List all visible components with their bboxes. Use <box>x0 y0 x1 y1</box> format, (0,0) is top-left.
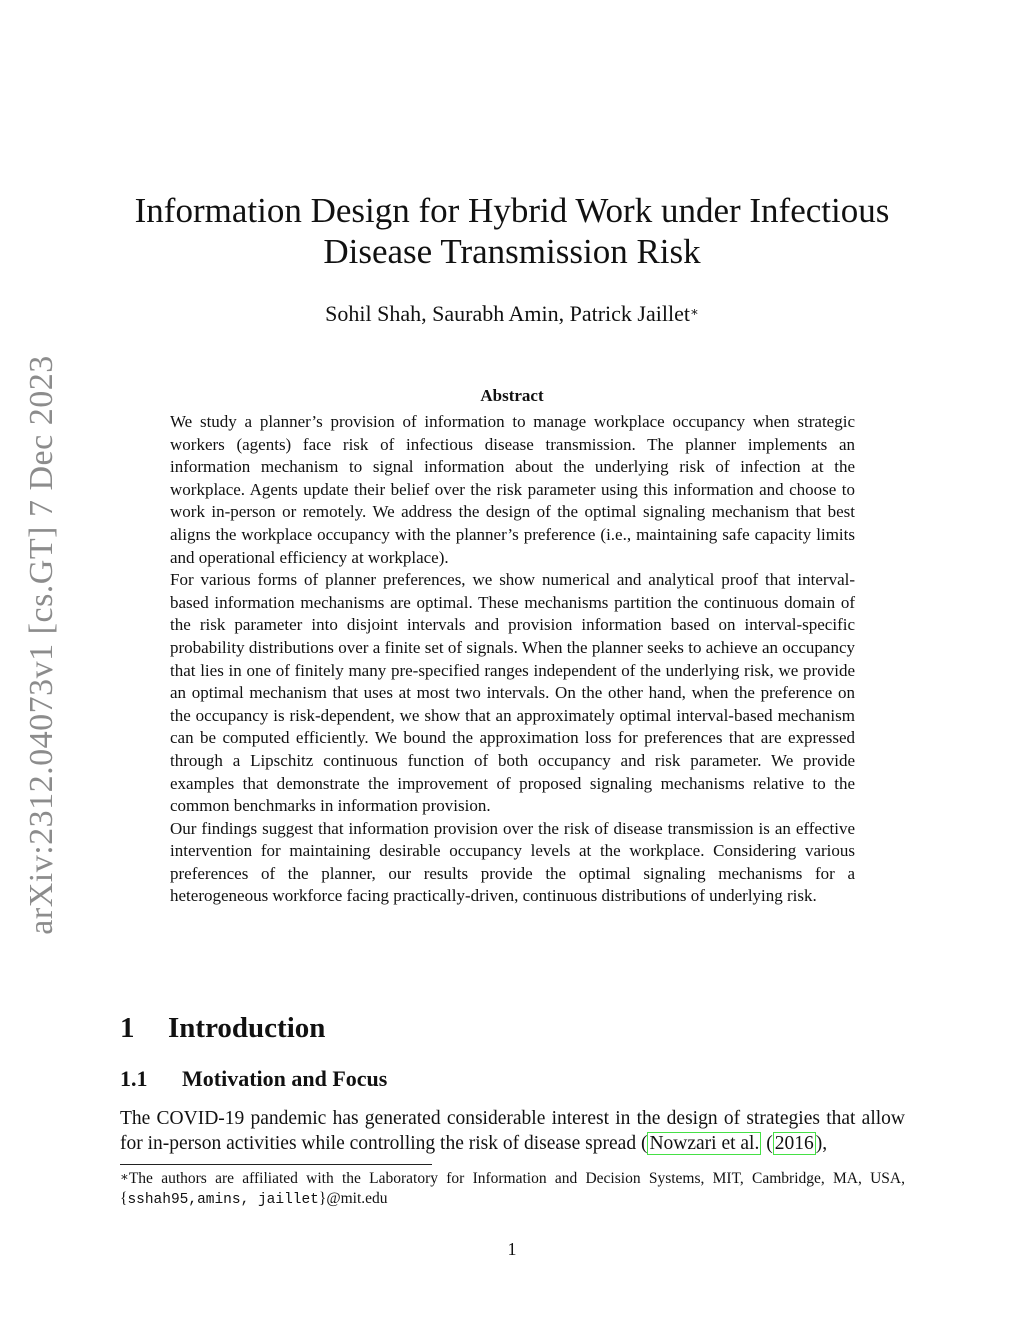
abstract-heading: Abstract <box>480 386 544 405</box>
author-footnote-marker[interactable]: ∗ <box>689 304 699 319</box>
subsection-title: Motivation and Focus <box>182 1066 388 1091</box>
section-number: 1 <box>120 1012 135 1044</box>
abstract-body <box>170 411 855 908</box>
citation-link-year[interactable]: 2016 <box>774 1133 814 1154</box>
footnote-marker: ∗ <box>120 1169 129 1184</box>
footnote-divider <box>120 1164 432 1165</box>
abstract-paragraph: Our findings suggest that information provision over the risk of disease transmission is an effective intervention for maintaining desirable occupancy levels at the workplace. Considering various preferences of the planner, our results provide the optimal signaling mechanisms for a heterogeneous workforce facing practically-driven, continuous distributions of underlying risk. <box>170 818 855 906</box>
citation-link-author[interactable]: Nowzari et al. <box>649 1133 760 1154</box>
arxiv-identifier-text: arXiv:2312.04073v1 [cs.GT] 7 Dec 2023 <box>23 355 60 935</box>
abstract-paragraph: For various forms of planner preferences, we show numerical and analytical proof that interval-based information mechanisms are optimal. These mechanisms partition the continuous domain of the risk parameter into disjoint intervals and provision information based on interval-specific probability distributions over a finite set of signals. When the planner seeks to achieve an occupancy that lies in one of finitely many pre-specified ranges independent of the underlying risk, we provide an optimal mechanism that uses at most two intervals. On the other hand, when the preference on the occupancy is risk-dependent, we show that an approximately optimal interval-based mechanism can be computed efficiently. We bound the approximation loss for preferences that are expressed through a Lipschitz continuous function of both occupancy and risk parameter. We provide examples that demonstrate the improvement of proposed signaling mechanisms relative to the common benchmarks in information provision. <box>170 570 855 816</box>
paper-title: Information Design for Hybrid Work under Infectious Disease Transmission Risk <box>134 191 890 271</box>
page-number: 1 <box>507 1239 517 1259</box>
footnote-emails: sshah95,amins, jaillet <box>127 1192 319 1208</box>
subsection-heading-motivation <box>120 1065 387 1093</box>
footnote-text: The authors are affiliated with the Laboratory for Information and Decision Systems, MIT, Cambridge, MA, USA, { <box>120 1170 905 1207</box>
body-text-trail: ), <box>815 1133 828 1154</box>
author-affiliation-footnote <box>120 1169 905 1210</box>
introduction-paragraph: The COVID-19 pandemic has generated considerable interest in the design of strategies that allow for in-person activities while controlling the risk of disease spread ( Nowzari et al. ( 2016 ), <box>120 1108 905 1154</box>
section-heading-introduction <box>120 1010 325 1046</box>
subsection-number: 1.1 <box>120 1066 148 1091</box>
author-names: Sohil Shah, Saurabh Amin, Patrick Jaillet <box>325 301 690 326</box>
section-title: Introduction <box>168 1012 326 1044</box>
body-text-lead: The COVID-19 pandemic has generated considerable interest in the design of strategies that allow for in-person activities while controlling the risk of disease spread ( <box>120 1108 905 1154</box>
footnote-email-domain: }@mit.edu <box>318 1190 388 1207</box>
abstract-paragraph: We study a planner’s provision of information to manage workplace occupancy when strategic workers (agents) face risk of infectious disease transmission. The planner implements an information mechanism to signal information about the underlying risk of infection at the workplace. Agents update their belief over the risk parameter using this information and choose to work in-person or remotely. We address the design of the optimal signaling mechanism that best aligns the workplace occupancy with the planner’s preference (i.e., maintaining safe capacity limits and operational efficiency at workplace). <box>170 412 855 567</box>
author-line <box>100 300 924 328</box>
